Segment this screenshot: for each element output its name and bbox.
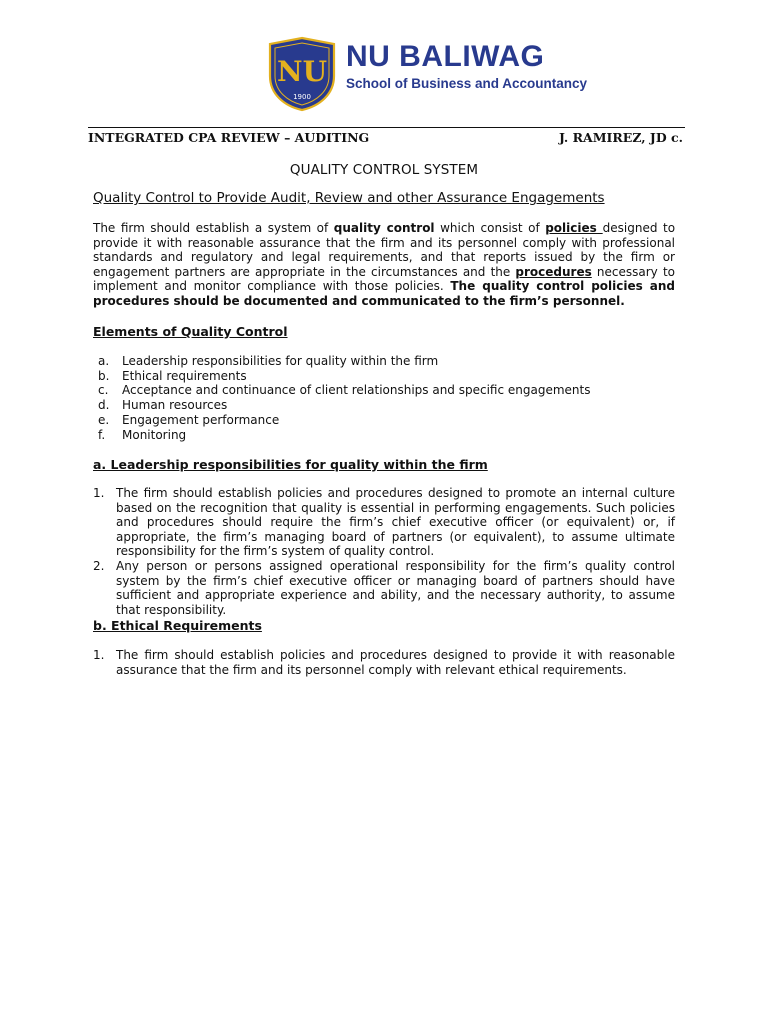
leadership-heading: a. Leadership responsibilities for quality within the firm: [93, 457, 488, 472]
list-item: b. Ethical requirements: [98, 368, 247, 383]
ethical-heading: b. Ethical Requirements: [93, 618, 262, 633]
nu-shield-emblem: [266, 36, 338, 112]
list-item: e. Engagement performance: [98, 412, 280, 427]
intro-paragraph: The firm should establish a system of quality control which consist of policies designed to provide it with reasonable assurance that the firm and its personnel comply with professional standards and regulatory and legal requirements, and that reports issued by the firm or engagement partners are appropriate in the circumstances and the procedures necessary to implement and monitor compliance with those policies. The quality control policies and procedures should be documented and communicated to the firm’s personnel.: [93, 221, 676, 308]
svg-text:NU: NU: [276, 55, 328, 88]
leadership-list: [93, 486, 675, 617]
school-name: NU BALIWAG: [346, 40, 545, 73]
section-heading: Quality Control to Provide Audit, Review and other Assurance Engagements: [93, 190, 605, 206]
course-title: INTEGRATED CPA REVIEW – AUDITING: [88, 130, 370, 145]
svg-text:1900: 1900: [293, 93, 311, 101]
list-item: c. Acceptance and continuance of client relationships and specific engagements: [98, 383, 591, 398]
course-author: J. RAMIREZ, JD c.: [558, 130, 683, 145]
school-logo: [266, 36, 588, 112]
list-item: a. Leadership responsibilities for quality within the firm: [98, 354, 439, 368]
list-item: 1. The firm should establish policies and procedures designed to promote an internal culture based on the recognition that quality is essential in performing engagements. Such policies and procedures should require the firm’s chief executive officer (or equivalent) or, if appropriate, the firm’s managing board of partners (or equivalent), to assume ultimate responsibility for the firm’s system of quality control.: [93, 486, 675, 559]
document-title: QUALITY CONTROL SYSTEM: [289, 162, 479, 178]
list-item: f. Monitoring: [98, 427, 187, 442]
list-item: 1. The firm should establish policies and procedures designed to provide it with reasonable assurance that the firm and its personnel comply with relevant ethical requirements.: [93, 648, 675, 677]
school-subtitle: School of Business and Accountancy: [346, 76, 588, 91]
list-item: d. Human resources: [98, 398, 228, 413]
elements-list: [98, 354, 591, 442]
ethical-list: [93, 648, 675, 677]
list-item: 2. Any person or persons assigned operational responsibility for the firm’s quality control system by the firm’s chief executive officer or managing board of partners should have sufficient and appropriate experience and ability, and the necessary authority, to assume that responsibility.: [93, 558, 675, 617]
elements-heading: Elements of Quality Control: [93, 324, 288, 339]
course-header: [88, 127, 685, 148]
